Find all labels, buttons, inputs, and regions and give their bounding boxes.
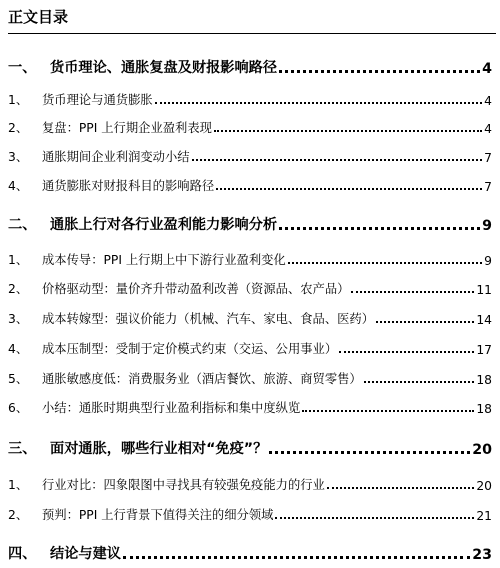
section-title: 通胀上行对各行业盈利能力影响分析	[50, 217, 278, 233]
toc-item-2-5[interactable]	[8, 369, 492, 387]
item-number: 2、	[8, 121, 29, 135]
item-title: 货币理论与通货膨胀	[42, 93, 153, 107]
page-number: 9	[484, 254, 492, 268]
toc-section-1[interactable]	[8, 55, 492, 77]
dot-leader	[327, 487, 475, 489]
toc-item-1-2[interactable]	[8, 118, 492, 136]
toc-item-3-1[interactable]	[8, 475, 492, 493]
dot-leader	[123, 556, 470, 559]
item-title: 行业对比：四象限图中寻找具有较强免疫能力的行业	[42, 478, 325, 492]
item-title: 小结：通胀时期典型行业盈利指标和集中度纵览	[42, 401, 301, 415]
page-number: 23	[472, 547, 492, 563]
dot-leader	[351, 291, 474, 293]
section-title: 面对通胀，哪些行业相对“免疫”？	[50, 441, 268, 457]
page-number: 14	[476, 313, 492, 327]
page-number: 7	[484, 151, 492, 165]
toc-item-2-2[interactable]	[8, 279, 492, 297]
page-number: 21	[476, 509, 492, 523]
page-number: 17	[476, 343, 492, 357]
dot-leader	[275, 517, 474, 519]
page-number: 11	[476, 283, 492, 297]
toc-item-2-4[interactable]	[8, 339, 492, 357]
item-title: 预判：PPI 上行背景下值得关注的细分领域	[42, 508, 274, 522]
page-number: 4	[482, 61, 492, 77]
toc-item-1-1[interactable]	[8, 90, 492, 108]
dot-leader	[214, 130, 482, 132]
section-number: 三、	[8, 441, 37, 457]
toc-item-2-1[interactable]	[8, 250, 492, 268]
title-rule	[8, 33, 496, 34]
dot-leader	[279, 227, 480, 230]
item-number: 4、	[8, 179, 29, 193]
toc-item-2-6[interactable]	[8, 398, 492, 416]
page-number: 20	[472, 442, 492, 458]
toc-section-3[interactable]	[8, 436, 492, 458]
item-number: 3、	[8, 312, 29, 326]
section-number: 四、	[8, 546, 37, 562]
page-number: 4	[484, 94, 492, 108]
item-title: 价格驱动型：量价齐升带动盈利改善（资源品、农产品）	[42, 282, 350, 296]
item-number: 1、	[8, 253, 29, 267]
item-title: 通货膨胀对财报科目的影响路径	[42, 179, 215, 193]
page-number: 7	[484, 180, 492, 194]
toc-section-2[interactable]	[8, 212, 492, 234]
item-number: 4、	[8, 342, 29, 356]
dot-leader	[155, 102, 482, 104]
item-number: 1、	[8, 478, 29, 492]
item-number: 2、	[8, 508, 29, 522]
item-number: 6、	[8, 401, 29, 415]
item-title: 通胀敏感度低：消费服务业（酒店餐饮、旅游、商贸零售）	[42, 372, 362, 386]
toc-item-1-4[interactable]	[8, 176, 492, 194]
toc-title: 正文目录	[8, 8, 69, 26]
item-title: 成本转嫁型：强议价能力（机械、汽车、家电、食品、医药）	[42, 312, 375, 326]
section-title: 结论与建议	[50, 546, 121, 562]
dot-leader	[192, 159, 483, 161]
toc-item-3-2[interactable]	[8, 505, 492, 523]
dot-leader	[376, 321, 474, 323]
dot-leader	[288, 262, 482, 264]
item-title: 复盘：PPI 上行期企业盈利表现	[42, 121, 212, 135]
section-number: 一、	[8, 60, 37, 76]
item-title: 成本压制型：受制于定价模式约束（交运、公用事业）	[42, 342, 338, 356]
section-title: 货币理论、通胀复盘及财报影响路径	[50, 60, 278, 76]
page-number: 18	[476, 402, 492, 416]
dot-leader	[339, 351, 474, 353]
page-number: 18	[476, 373, 492, 387]
dot-leader	[279, 70, 480, 73]
page-number: 4	[484, 122, 492, 136]
dot-leader	[216, 188, 482, 190]
dot-leader	[364, 381, 475, 383]
section-number: 二、	[8, 217, 37, 233]
item-title: 通胀期间企业利润变动小结	[42, 150, 190, 164]
page-number: 9	[482, 218, 492, 234]
item-number: 2、	[8, 282, 29, 296]
item-number: 5、	[8, 372, 29, 386]
item-number: 3、	[8, 150, 29, 164]
dot-leader	[269, 451, 470, 454]
dot-leader	[302, 410, 474, 412]
item-number: 1、	[8, 93, 29, 107]
toc-section-4[interactable]	[8, 541, 492, 563]
item-title: 成本传导：PPI 上行期上中下游行业盈利变化	[42, 253, 286, 267]
page-number: 20	[476, 479, 492, 493]
toc-item-1-3[interactable]	[8, 147, 492, 165]
toc-item-2-3[interactable]	[8, 309, 492, 327]
